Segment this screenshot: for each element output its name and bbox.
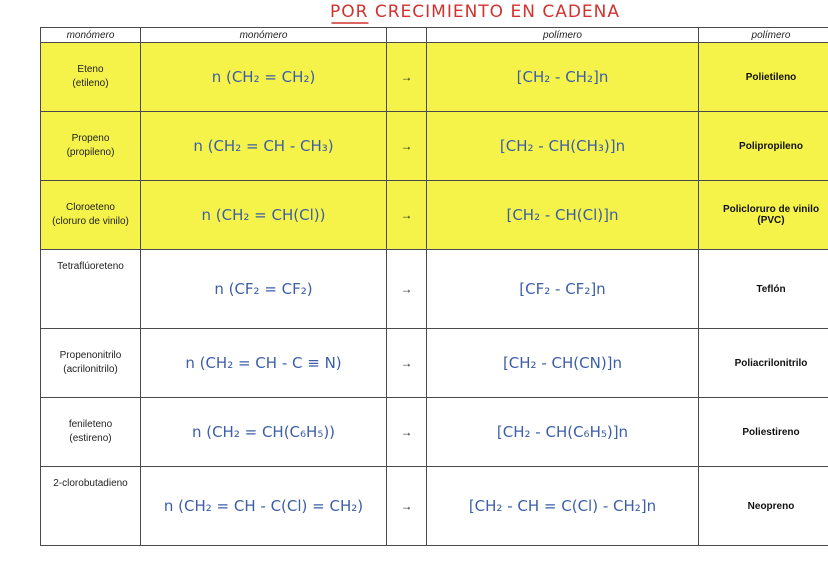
monomer-alt-name: (etileno) <box>72 78 109 89</box>
header-polymer-name: polímero <box>699 28 828 43</box>
monomer-formula-cell <box>141 112 387 181</box>
polymer-name: Polipropileno <box>727 136 815 157</box>
monomer-alt-name: (propileno) <box>66 147 115 158</box>
polymer-formula: [CH₂ - CH(C₆H₅)]n <box>496 422 629 441</box>
polymer-formula-cell <box>427 181 699 250</box>
monomer-name-cell <box>41 112 141 181</box>
polymer-formula-cell <box>427 398 699 467</box>
monomer-name: Tetraflúoreteno <box>57 261 124 272</box>
monomer-name: Propenonitrilo <box>59 350 122 361</box>
monomer-formula: n (CH₂ = CH(Cl)) <box>201 205 326 224</box>
monomer-alt-name: (estireno) <box>69 433 112 444</box>
table-row <box>41 112 828 181</box>
monomer-name: Cloroeteno <box>66 202 115 213</box>
monomer-formula-cell <box>141 467 387 546</box>
title-underline <box>0 0 828 30</box>
polymer-formula-cell <box>427 112 699 181</box>
reaction-arrow: → <box>387 43 427 112</box>
monomer-formula-cell <box>141 250 387 329</box>
monomer-name-cell <box>41 181 141 250</box>
monomer-name-cell <box>41 329 141 398</box>
polymer-name: Teflón <box>756 283 786 295</box>
monomer-name: 2-clorobutadieno <box>53 478 128 489</box>
page-title: POR CRECIMIENTO EN CADENA <box>330 2 621 22</box>
monomer-formula: n (CH₂ = CH₂) <box>211 67 316 86</box>
monomer-alt-name: (acrilonitrilo) <box>63 364 118 375</box>
monomer-name: fenileteno <box>68 419 113 430</box>
table-row <box>41 43 828 112</box>
monomer-formula-cell <box>141 329 387 398</box>
polymer-name: Poliestireno <box>742 426 800 438</box>
polymer-formula-cell <box>427 43 699 112</box>
reaction-arrow: → <box>387 181 427 250</box>
reaction-arrow: → <box>387 112 427 181</box>
table-row <box>41 181 828 250</box>
polymer-name-cell <box>699 398 828 467</box>
polymer-name-cell <box>699 43 828 112</box>
table-row <box>41 398 828 467</box>
polymer-name: Policloruro de vinilo (PVC) <box>699 199 828 231</box>
monomer-formula-cell <box>141 398 387 467</box>
reaction-arrow: → <box>387 398 427 467</box>
polymer-formula: [CH₂ - CH₂]n <box>516 67 609 86</box>
polymer-formula-cell <box>427 250 699 329</box>
polymer-name-cell <box>699 467 828 546</box>
polymer-name: Polietileno <box>734 67 809 88</box>
header-polymer-formula: polímero <box>427 28 699 43</box>
monomer-formula-cell <box>141 181 387 250</box>
monomer-name-cell <box>41 43 141 112</box>
polymer-name-cell <box>699 112 828 181</box>
monomer-formula: n (CF₂ = CF₂) <box>214 279 313 298</box>
header-monomer-name: monómero <box>41 28 141 43</box>
monomer-name-cell <box>41 250 141 329</box>
polymer-name-cell <box>699 329 828 398</box>
polymer-name-cell <box>699 181 828 250</box>
polymer-formula: [CF₂ - CF₂]n <box>519 279 606 298</box>
polymer-formula: [CH₂ - CH(CH₃)]n <box>499 136 626 155</box>
monomer-formula: n (CH₂ = CH - C ≡ N) <box>185 353 342 372</box>
monomer-formula-cell <box>141 43 387 112</box>
table-row <box>41 250 828 329</box>
monomer-formula: n (CH₂ = CH - C(Cl) = CH₂) <box>163 496 364 515</box>
monomer-name: Propeno <box>71 133 110 144</box>
monomer-name-cell <box>41 467 141 546</box>
monomer-name-cell <box>41 398 141 467</box>
table-row <box>41 329 828 398</box>
polymer-formula-cell <box>427 329 699 398</box>
monomer-alt-name: (cloruro de vinilo) <box>52 216 129 227</box>
header-row <box>41 28 828 43</box>
monomer-formula: n (CH₂ = CH - CH₃) <box>193 136 334 155</box>
monomer-formula: n (CH₂ = CH(C₆H₅)) <box>191 422 336 441</box>
polymer-formula: [CH₂ - CH = C(Cl) - CH₂]n <box>468 496 657 515</box>
polymer-table <box>40 27 828 546</box>
polymer-name-cell <box>699 250 828 329</box>
polymer-formula-cell <box>427 467 699 546</box>
reaction-arrow: → <box>387 329 427 398</box>
polymer-name: Neopreno <box>747 500 795 512</box>
header-arrow <box>387 28 427 43</box>
polymer-formula: [CH₂ - CH(CN)]n <box>502 353 623 372</box>
reaction-arrow: → <box>387 250 427 329</box>
polymer-name: Poliacrilonitrilo <box>734 357 808 369</box>
monomer-name: Eteno <box>77 64 104 75</box>
table-row <box>41 467 828 546</box>
polymer-formula: [CH₂ - CH(Cl)]n <box>506 205 619 224</box>
header-monomer-formula: monómero <box>141 28 387 43</box>
reaction-arrow: → <box>387 467 427 546</box>
